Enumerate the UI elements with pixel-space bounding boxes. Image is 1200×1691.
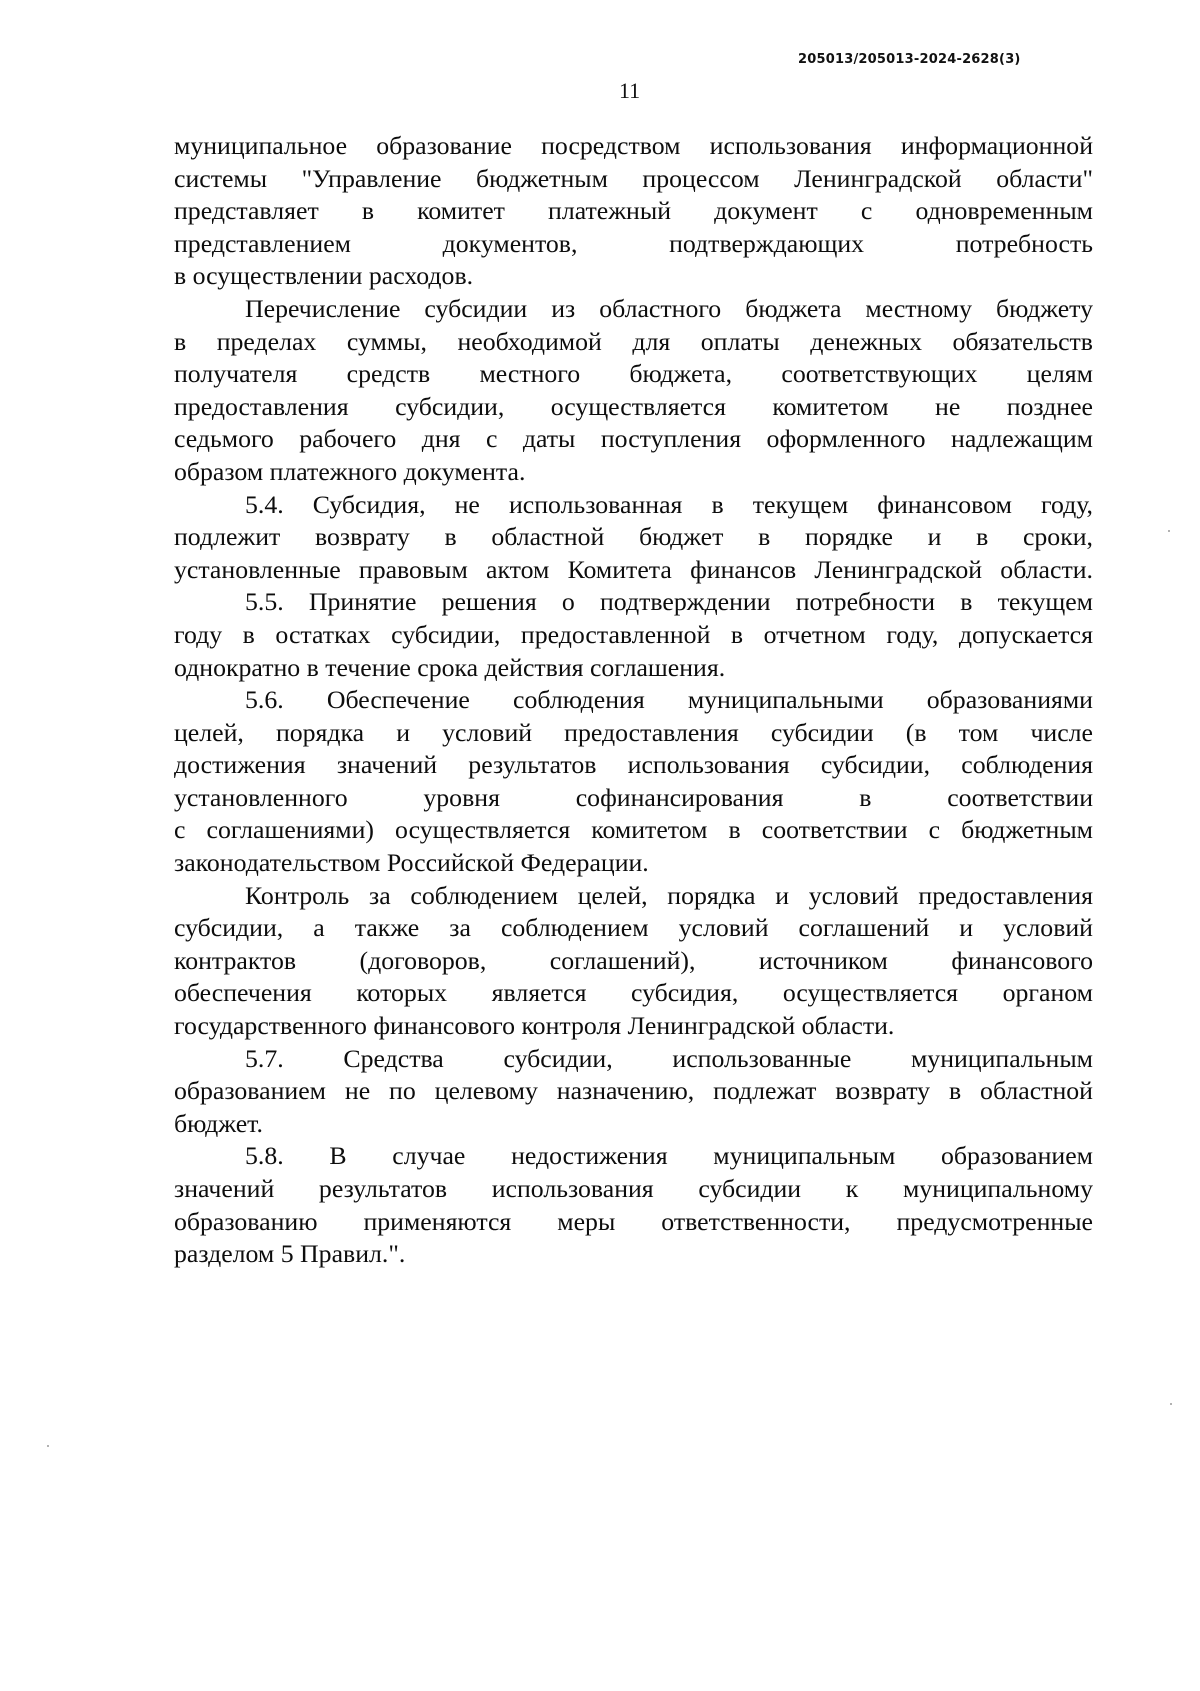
text-line: образованию применяются меры ответственности, предусмотренные [174, 1206, 1093, 1236]
page-number: 11 [619, 78, 641, 103]
text-line: представляет в комитет платежный документ с одновременным [174, 196, 1093, 226]
scan-speck [1170, 1403, 1172, 1405]
text-line: муниципальное образование посредством использования информационной [174, 131, 1093, 160]
text-line: Перечисление субсидии из областного бюджета местному бюджету [245, 293, 1093, 323]
scan-speck [47, 1445, 49, 1447]
text-line: образованием не по целевому назначению, подлежат возврату в областной [174, 1076, 1093, 1106]
text-line: образом платежного документа. [174, 456, 526, 486]
document-body [174, 130, 1093, 1271]
text-line: 5.5. Принятие решения о подтверждении потребности в текущем [245, 587, 1093, 617]
text-line: в осуществлении расходов. [174, 261, 474, 291]
text-line: разделом 5 Правил.". [174, 1239, 406, 1269]
text-line: системы "Управление бюджетным процессом Ленинградской области" [174, 163, 1093, 193]
text-line: установленные правовым актом Комитета финансов Ленинградской области. [174, 554, 1093, 584]
text-line: представлением документов, подтверждающих потребность [174, 228, 1093, 258]
text-line: контрактов (договоров, соглашений), источником финансового [174, 945, 1093, 975]
text-line: бюджет. [174, 1108, 263, 1138]
text-line: году в остатках субсидии, предоставленной в отчетном году, допускается [174, 619, 1093, 649]
text-line: субсидии, а также за соблюдением условий соглашений и условий [174, 913, 1093, 943]
text-line: законодательством Российской Федерации. [174, 848, 649, 878]
text-line: однократно в течение срока действия соглашения. [174, 652, 726, 682]
text-line: предоставления субсидии, осуществляется комитетом не позднее [174, 391, 1093, 421]
text-line: подлежит возврату в областной бюджет в порядке и в сроки, [174, 522, 1093, 552]
document-id: 205013/205013-2024-2628(3) [798, 52, 1021, 67]
text-line: получателя средств местного бюджета, соответствующих целям [174, 359, 1093, 389]
text-line: в пределах суммы, необходимой для оплаты денежных обязательств [174, 326, 1093, 356]
text-line: государственного финансового контроля Ленинградской области. [174, 1011, 895, 1041]
scan-speck [1168, 530, 1170, 532]
text-line: 5.6. Обеспечение соблюдения муниципальными образованиями [245, 685, 1093, 715]
text-line: целей, порядка и условий предоставления субсидии (в том числе [174, 717, 1093, 747]
text-line: Контроль за соблюдением целей, порядка и условий предоставления [245, 880, 1093, 910]
text-line: с соглашениями) осуществляется комитетом в соответствии с бюджетным [174, 815, 1093, 845]
text-line: значений результатов использования субсидии к муниципальному [174, 1174, 1093, 1203]
text-line: обеспечения которых является субсидия, осуществляется органом [174, 978, 1093, 1008]
text-line: 5.4. Субсидия, не использованная в текущем финансовом году, [245, 489, 1093, 519]
text-line: 5.7. Средства субсидии, использованные муниципальным [245, 1043, 1093, 1073]
text-line: седьмого рабочего дня с даты поступления оформленного надлежащим [174, 424, 1093, 454]
text-line: установленного уровня софинансирования в соответствии [174, 782, 1093, 812]
text-line: достижения значений результатов использования субсидии, соблюдения [174, 750, 1093, 780]
text-line: 5.8. В случае недостижения муниципальным образованием [245, 1141, 1093, 1171]
